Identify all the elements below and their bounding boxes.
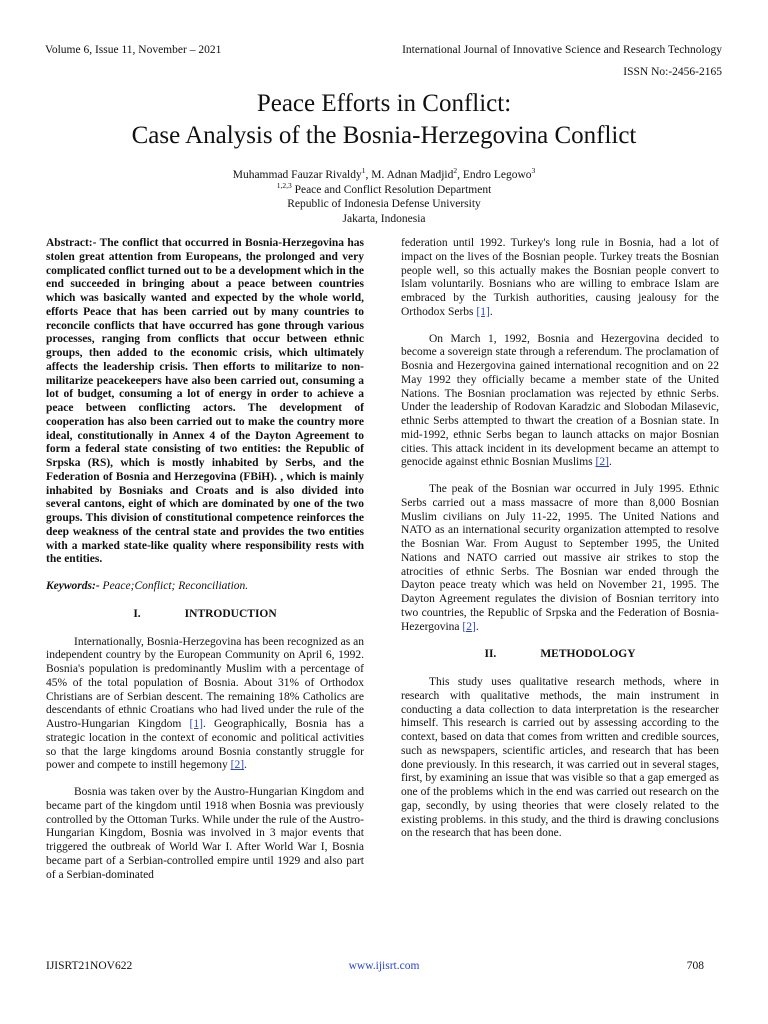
header-issn: ISSN No:-2456-2165 (623, 66, 722, 78)
author-names: Muhammad Fauzar Rivaldy$^1$, M. Adnan Madjid$^2$, Endro Legowo$^3$ (232, 166, 536, 181)
methodology-paragraph: This study uses qualitative research methods, where in research with qualitative methods, the main instrument in conducting a data collection to data interpretation is the researcher himself. This research is carried out by assessing according to the context, based on data that comes from written and credible sources, such as newspapers, scientific articles, and research that has been done previously. In this research, it was carried out in several stages, first, by examining an issue that was visible so that a gap emerged as one of the problems which in the end was carried out research on the gap, secondly, by using theories that were closely related to the existing problems. in this study, and the third is drawing conclusions on the research that has been done. (401, 676, 719, 840)
header-journal: International Journal of Innovative Science and Research Technology (402, 44, 722, 56)
title-line-1: Peace Efforts in Conflict: (256, 90, 512, 117)
citation-link[interactable]: [1] (189, 718, 203, 730)
right-paragraph-1: federation until 1992. Turkey's long rule in Bosnia, had a lot of impact on the lives of the Bosnian people. Turkey treats the Bosnian people well, so this actually makes the Bosnian people convert to Islam voluntarily. Bosnians who are willing to embrace Islam are embraced by the Turkish authorities, causing jealousy for the Orthodox Serbs [1]. (401, 237, 719, 318)
header-volume: Volume 6, Issue 11, November – 2021 (45, 44, 222, 56)
citation-link[interactable]: [2] (230, 759, 245, 772)
keywords-value: Peace;Conflict; Reconciliation. (99, 580, 249, 592)
section-heading-methodology: II. METHODOLOGY (484, 648, 636, 661)
right-paragraph-2: On March 1, 1992, Bosnia and Hezergovina decided to become a sovereign state through a referendum. The proclamation of Bosnia and Hezergovina gained international recognition and on 22 May 1992 they officially became a member state of the United Nations. The Bosnian proclamation was rejected by ethnic Serbs. Under the leadership of Rodovan Karadzic and Slobodan Milasevic, ethnic Serbs attempted to thwart the creation of a Bosnian state. In mid-1992, ethnic Serbs began to launch attacks on major Bosnian cities. This attack incident in its development became an attempt to genocide against ethnic Bosnian Muslims [2]. (401, 332, 719, 469)
keywords (46, 580, 364, 594)
author-university: Republic of Indonesia Defense University (287, 198, 481, 210)
footer-website-link[interactable]: www.ijisrt.com (348, 960, 420, 972)
author-block (0, 168, 768, 226)
left-column (46, 237, 364, 882)
citation-link[interactable]: [2] (595, 456, 609, 469)
paper-title (0, 88, 768, 152)
keywords-label: Keywords:- (46, 580, 100, 592)
title-line-2: Case Analysis of the Bosnia-Herzegovina Conflict (131, 122, 637, 149)
citation-link[interactable]: [2] (462, 620, 476, 633)
citation-link[interactable]: [1] (476, 305, 490, 318)
intro-paragraph-1: Internationally, Bosnia-Herzegovina has been recognized as an independent country by the European Community on April 6, 1992. Bosnia's population is predominantly Muslim with a percentage of 45% of the total population of Bosnia. About 31% of Orthodox Christians are of Serbian descent. The remaining 18% Catholics are descendants of ethnic Croatians who had lived under the rule of the Austro-Hungarian Kingdom [1]. Geographically, Bosnia has a strategic location in the context of economic and political activities so that the large kingdoms around Bosnia constantly struggle for power and compete to instill hegemony [2]. (46, 635, 364, 772)
right-paragraph-3: The peak of the Bosnian war occurred in July 1995. Ethnic Serbs carried out a mass massacre of more than 8,000 Bosnian Muslim civilians on July 11-22, 1995. The United Nations and NATO as an international security organization attempted to resolve the Bosnian War. From August to September 1995, the United Nations and NATO carried out massive air strikes to stop the atrocities of ethnic Serbs. The Bosnian war ended through the Dayton peace treaty which was held on November 21, 1995. The Dayton Agreement regulates the division of Bosnian territory into two countries, the Republic of Srpska and the Federation of Bosnia-Hezergovina [2]. (401, 483, 719, 633)
section-heading-introduction: I. INTRODUCTION (133, 607, 277, 620)
footer-page-number: 708 (686, 960, 704, 972)
footer-code: IJISRT21NOV622 (46, 960, 133, 972)
author-city: Jakarta, Indonesia (342, 212, 426, 225)
intro-paragraph-2: Bosnia was taken over by the Austro-Hungarian Kingdom and became part of the kingdom until 1918 when Bosnia was previously controlled by the Ottoman Turks. While under the rule of the Austro-Hungarian Kingdom, Bosnia was involved in 3 major events that triggered the outbreak of World War I. After World War I, Bosnia became part of a Serbian-controlled empire until 1929 and also part of a Serbian-dominated (46, 786, 364, 881)
author-department: $^{1,2,3}$ Peace and Conflict Resolution Department (276, 180, 492, 196)
right-column (401, 237, 719, 841)
abstract: Abstract:- The conflict that occurred in Bosnia-Herzegovina has stolen great attention from Europeans, the prolonged and very complicated conflict turned out to be a development which in the end succeeded in bringing about a peace between countries which was basically wanted and expected by the whole world, efforts Peace that has been carried out by many countries to reconcile conflicts that have occurred has gone through various processes, ranging from conflicts that occur between ethnic groups, then added to the economic crisis, which ultimately affects the leadership crisis. Then efforts to militarize to non-militarize peacekeepers have also been carried out, consuming a lot of budget, consuming a lot of energy in order to achieve a peace between conflicting actors. The development of cooperation has also been carried out to make the country more ideal, constitutionally in Annex 4 of the Dayton Agreement to form a federal state consisting of two entities: the Republic of Srpska (RS), which is mostly inhabited by Serbs, and the Federation of Bosnia and Herzegovina (FBiH). , which is mainly inhabited by Bosniaks and Croats and is also divided into several cantons, eight of which are dominated by one of the two groups. This division of constitutional competence reinforces the deep weakness of the central state and provides the two entities with a marked state-like quality where responsibility rests with the entities. (46, 237, 364, 566)
